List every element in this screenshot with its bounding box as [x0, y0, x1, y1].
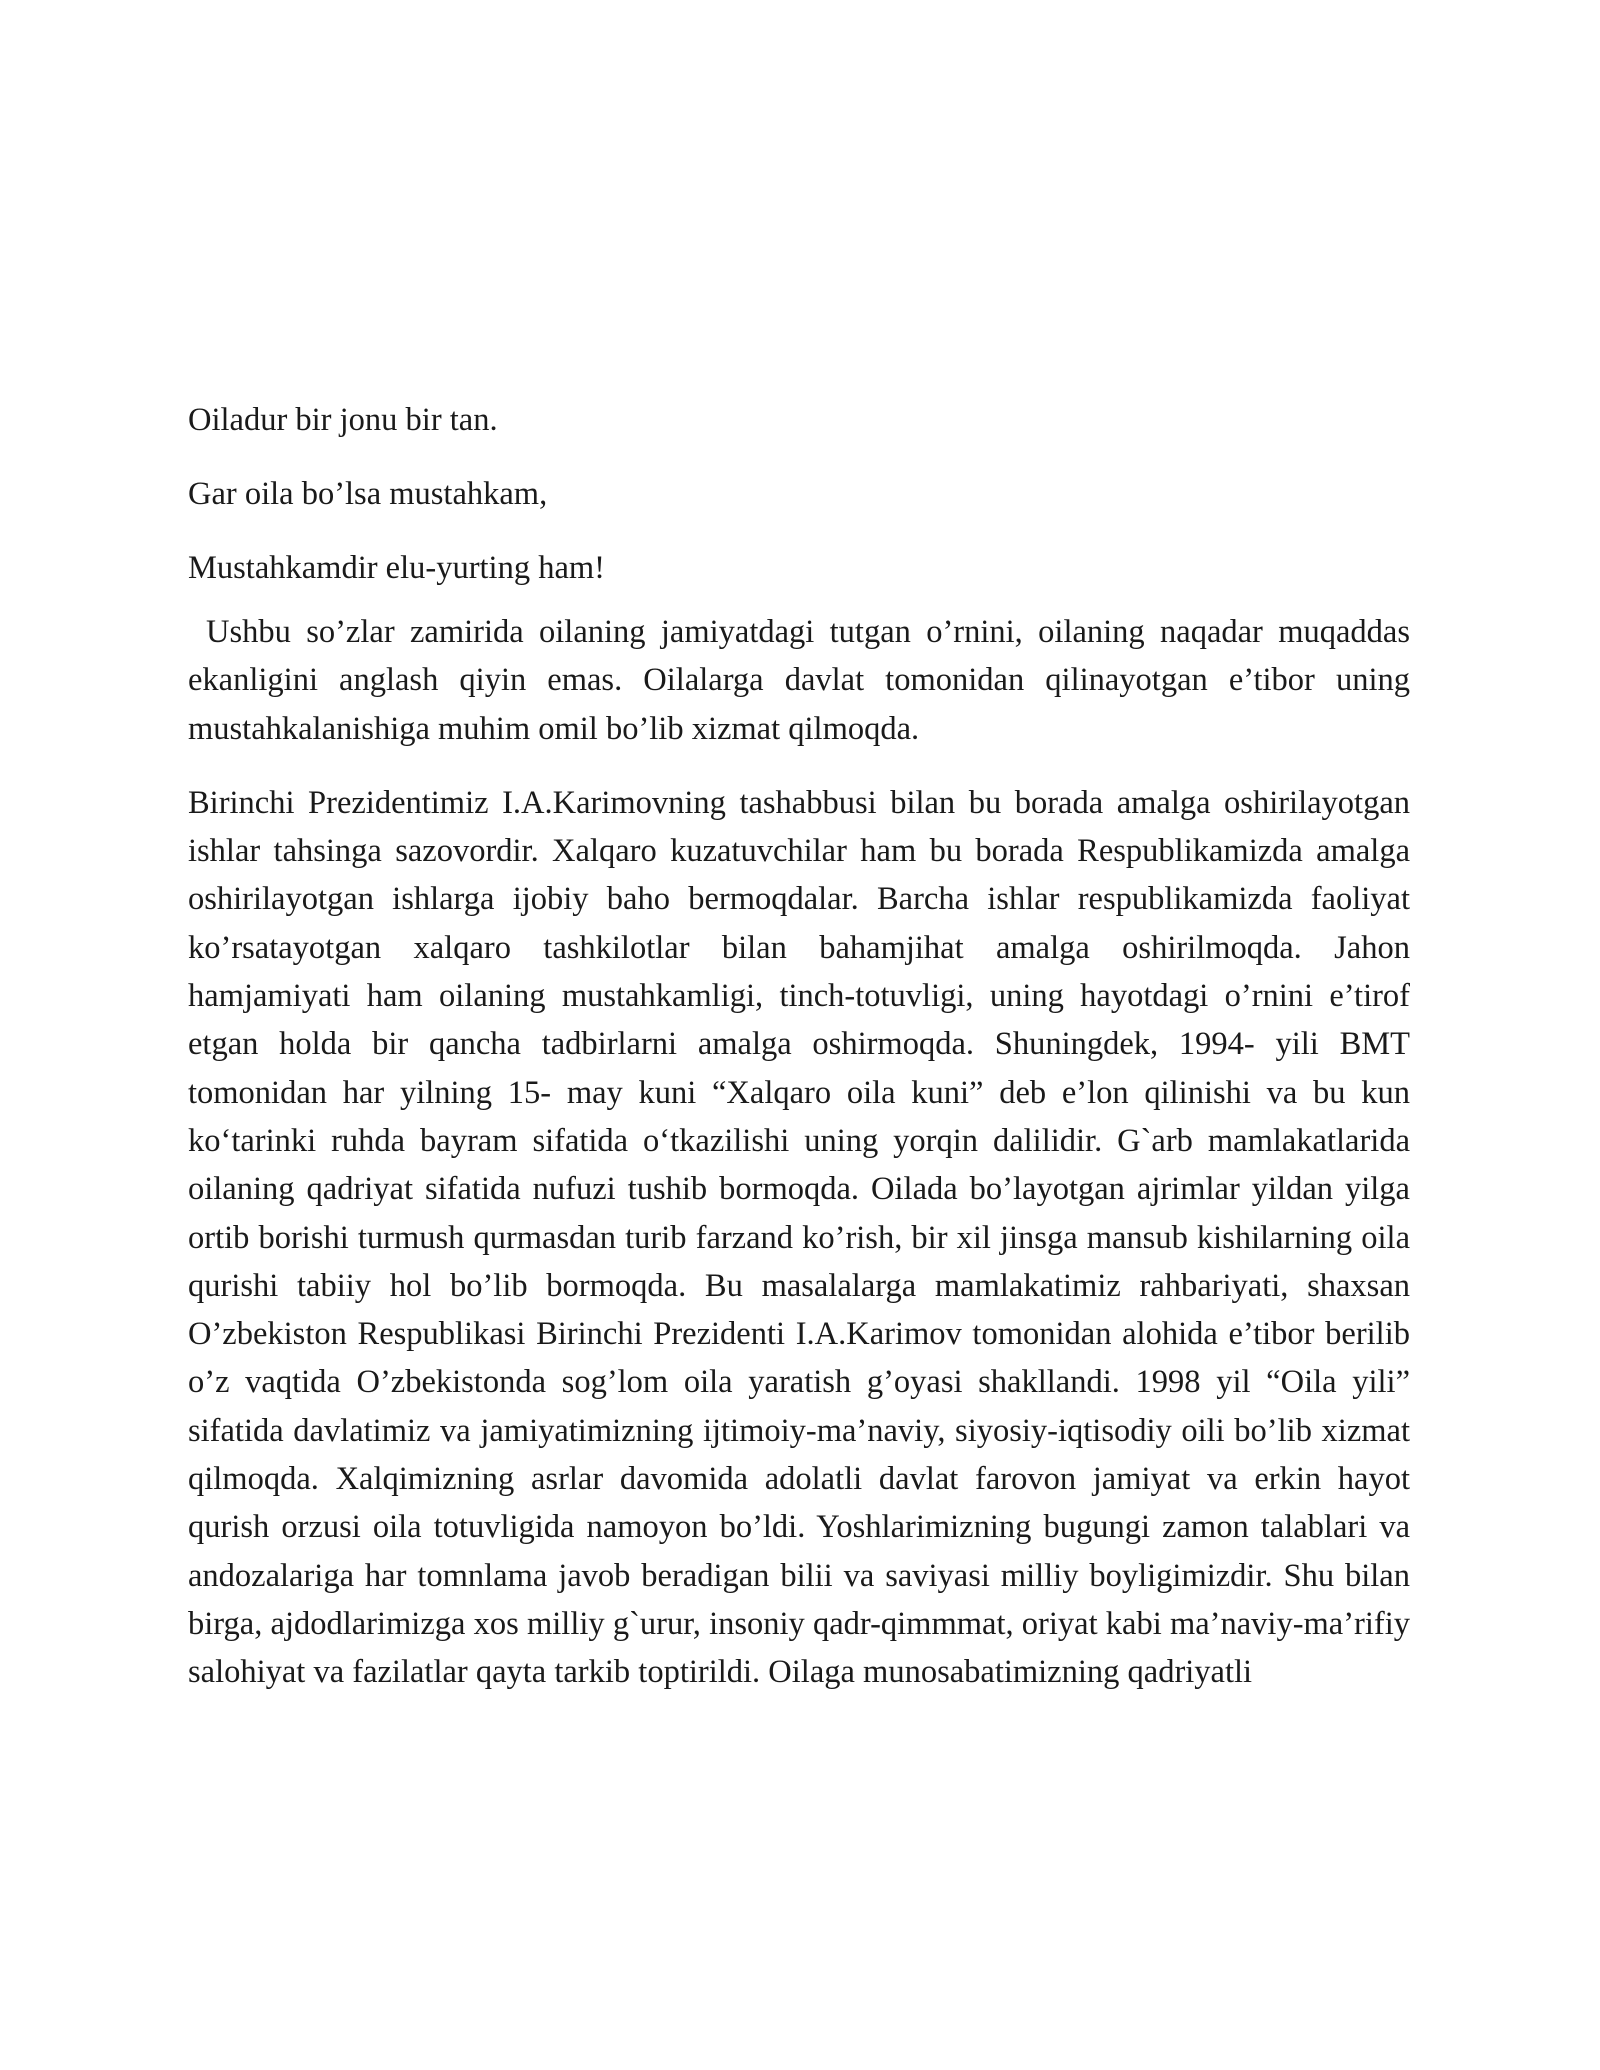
verse-line-1: Oiladur bir jonu bir tan. — [188, 402, 498, 438]
verse-line-2: Gar oila bo’lsa mustahkam, — [188, 476, 548, 512]
verse-line-3: Mustahkamdir elu-yurting ham! — [188, 550, 605, 586]
paragraph-main: Birinchi Prezidentimiz I.A.Karimovning tashabbusi bilan bu borada amalga oshirilayotgan ishlar tahsinga sazovordir. Xalqaro kuzatuvchilar ham bu borada Respublikamizda amalga oshirilayotgan ishlarga ijobiy baho bermoqdalar. Barcha ishlar respublikamizda faoliyat ko’rsatayotgan xalqaro tashkilotlar bilan bahamjihat amalga oshirilmoqda. Jahon hamjamiyati ham oilaning mustahkamligi, tinch-totuvligi, uning hayotdagi o’rnini e’tirof etgan holda bir qancha tadbirlarni amalga oshirmoqda. Shuningdek, 1994- yili BMT tomonidan har yilning 15- may kuni “Xalqaro oila kuni” deb e’lon qilinishi va bu kun ko‘tarinki ruhda bayram sifatida o‘tkazilishi uning yorqin dalilidir. G`arb mamlakatlarida oilaning qadriyat sifatida nufuzi tushib bormoqda. Oilada bo’layotgan ajrimlar yildan yilga ortib borishi turmush qurmasdan turib farzand ko’rish, bir xil jinsga mansub kishilarning oila qurishi tabiiy hol bo’lib bormoqda. Bu masalalarga mamlakatimiz rahbariyati, shaxsan O’zbekiston Respublikasi Birinchi Prezidenti I.A.Karimov tomonidan alohida e’tibor berilib o’z vaqtida O’zbekistonda sog’lom oila yaratish g’oyasi shakllandi. 1998 yil “Oila yili” sifatida davlatimiz va jamiyatimizning ijtimoiy-ma’naviy, siyosiy-iqtisodiy oili bo’lib xizmat qilmoqda. Xalqimizning asrlar davomida adolatli davlat farovon jamiyat va erkin hayot qurish orzusi oila totuvligida namoyon bo’ldi. Yoshlarimizning bugungi zamon talablari va andozalariga har tomnlama javob beradigan bilii va saviyasi milliy boyligimizdir. Shu bilan birga, ajdodlarimizga xos milliy g`urur, insoniy qadr-qimmmat, oriyat kabi ma’naviy-ma’rifiy salohiyat va fazilatlar qayta tarkib toptirildi. Oilaga munosabatimizning qadriyatli — [188, 784, 1410, 1691]
document-body — [188, 396, 1410, 1697]
paragraph-intro: Ushbu so’zlar zamirida oilaning jamiyatdagi tutgan o’rnini, oilaning naqadar muqaddas ekanligini anglash qiyin emas. Oilalarga davlat tomonidan qilinayotgan e’tibor uning mustahkalanishiga muhim omil bo’lib xizmat qilmoqda. — [188, 614, 1410, 747]
